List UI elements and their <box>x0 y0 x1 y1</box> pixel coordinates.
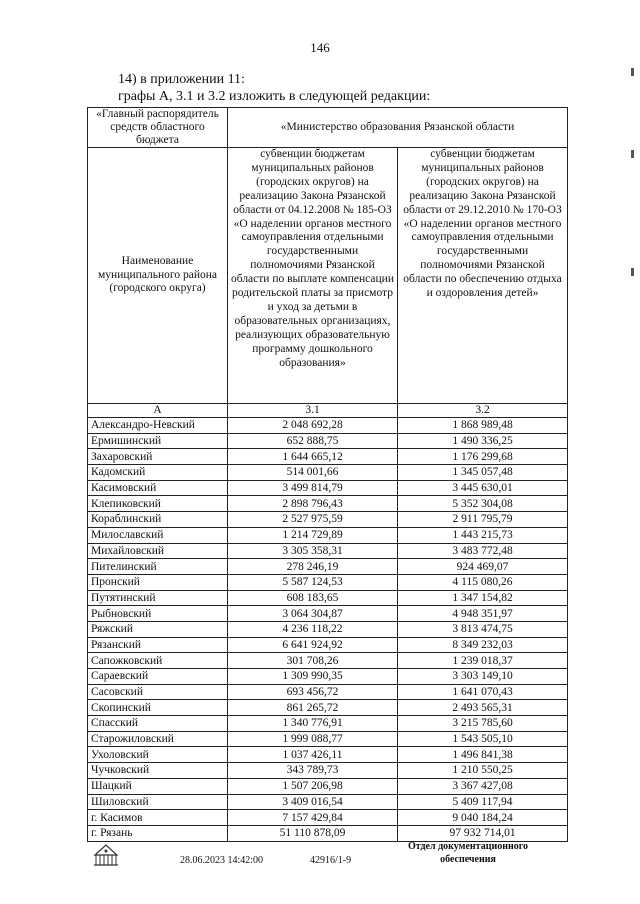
value-3-1: 5 587 124,53 <box>228 574 398 590</box>
value-3-2: 9 040 184,24 <box>398 810 568 826</box>
municipality-name: Чучковский <box>88 763 228 779</box>
column-3-1-description: субвенции бюджетам муниципальных районов (городских округов) на реализацию Закона Рязанской области от 04.12.2008 № 185-ОЗ «О наделении органов местного самоуправления отдельными государственными полномочиями Рязанской области по выплате компенсации родительской платы за присмотр и уход за детьми в образовательных организациях, реализующих образовательную программу дошкольного образования» <box>228 148 398 404</box>
value-3-2: 5 352 304,08 <box>398 496 568 512</box>
value-3-1: 3 409 016,54 <box>228 794 398 810</box>
value-3-1: 1 999 088,77 <box>228 731 398 747</box>
value-3-1: 608 183,65 <box>228 590 398 606</box>
value-3-1: 301 708,26 <box>228 653 398 669</box>
value-3-1: 7 157 429,84 <box>228 810 398 826</box>
table-row <box>88 794 568 810</box>
municipality-name: Старожиловский <box>88 731 228 747</box>
municipality-name: Шиловский <box>88 794 228 810</box>
municipality-name: Кораблинский <box>88 512 228 528</box>
registration-number: 42916/1-9 <box>310 855 352 866</box>
column-code-3-1: 3.1 <box>228 404 398 418</box>
municipality-name: Путятинский <box>88 590 228 606</box>
value-3-1: 4 236 118,22 <box>228 621 398 637</box>
municipality-name: Милославский <box>88 527 228 543</box>
column-code-3-2: 3.2 <box>398 404 568 418</box>
value-3-2: 3 215 785,60 <box>398 716 568 732</box>
value-3-2: 3 483 772,48 <box>398 543 568 559</box>
table-row <box>88 810 568 826</box>
municipality-name: г. Рязань <box>88 825 228 841</box>
margin-mark <box>631 150 634 158</box>
table-row <box>88 433 568 449</box>
table-row <box>88 653 568 669</box>
value-3-2: 1 345 057,48 <box>398 465 568 481</box>
value-3-1: 6 641 924,92 <box>228 637 398 653</box>
value-3-2: 3 303 149,10 <box>398 669 568 685</box>
department-stamp: Отдел документационного обеспечения <box>407 841 529 865</box>
table-row <box>88 747 568 763</box>
municipality-name: Александро-Невский <box>88 418 228 434</box>
municipality-name: Рыбновский <box>88 606 228 622</box>
value-3-2: 1 347 154,82 <box>398 590 568 606</box>
value-3-2: 2 493 565,31 <box>398 700 568 716</box>
municipality-name: Пронский <box>88 574 228 590</box>
table-row <box>88 763 568 779</box>
municipality-name: Сараевский <box>88 669 228 685</box>
table-row <box>88 669 568 685</box>
value-3-1: 1 214 729,89 <box>228 527 398 543</box>
municipality-name: Клепиковский <box>88 496 228 512</box>
table-row <box>88 778 568 794</box>
value-3-1: 3 064 304,87 <box>228 606 398 622</box>
table-row <box>88 825 568 841</box>
registration-date: 28.06.2023 14:42:00 <box>180 855 264 866</box>
value-3-1: 693 456,72 <box>228 684 398 700</box>
value-3-2: 924 469,07 <box>398 559 568 575</box>
value-3-2: 1 496 841,38 <box>398 747 568 763</box>
header-row-administrator <box>88 108 568 148</box>
column-code-row <box>88 404 568 418</box>
table-row <box>88 716 568 732</box>
municipality-name: Пителинский <box>88 559 228 575</box>
table-row <box>88 465 568 481</box>
value-3-1: 2 898 796,43 <box>228 496 398 512</box>
value-3-1: 1 507 206,98 <box>228 778 398 794</box>
intro-line-1: 14) в приложении 11: <box>118 72 245 87</box>
municipality-name: Захаровский <box>88 449 228 465</box>
municipality-name: Рязанский <box>88 637 228 653</box>
value-3-2: 5 409 117,94 <box>398 794 568 810</box>
table-row <box>88 637 568 653</box>
value-3-2: 1 490 336,25 <box>398 433 568 449</box>
value-3-2: 1 210 550,25 <box>398 763 568 779</box>
header-ministry-label: «Министерство образования Рязанской области <box>228 108 568 148</box>
value-3-2: 3 367 427,08 <box>398 778 568 794</box>
value-3-1: 278 246,19 <box>228 559 398 575</box>
municipality-name: Шацкий <box>88 778 228 794</box>
table-row <box>88 574 568 590</box>
table-row <box>88 543 568 559</box>
value-3-2: 97 932 714,01 <box>398 825 568 841</box>
value-3-1: 343 789,73 <box>228 763 398 779</box>
municipality-name: Ухоловский <box>88 747 228 763</box>
value-3-2: 1 543 505,10 <box>398 731 568 747</box>
column-code-a: А <box>88 404 228 418</box>
table-row <box>88 700 568 716</box>
value-3-1: 2 048 692,28 <box>228 418 398 434</box>
table-row <box>88 621 568 637</box>
municipality-name: Ермишинский <box>88 433 228 449</box>
table-row <box>88 590 568 606</box>
municipality-name: Скопинский <box>88 700 228 716</box>
value-3-1: 861 265,72 <box>228 700 398 716</box>
municipality-name: Касимовский <box>88 480 228 496</box>
municipality-column-label: Наименование муниципального района (городского округа) <box>88 148 228 404</box>
table-row <box>88 684 568 700</box>
budget-table <box>87 107 568 842</box>
table-row <box>88 512 568 528</box>
municipality-name: Ряжский <box>88 621 228 637</box>
municipality-name: Сапожковский <box>88 653 228 669</box>
value-3-2: 4 115 080,26 <box>398 574 568 590</box>
page-number: 146 <box>310 40 330 55</box>
municipality-name: Сасовский <box>88 684 228 700</box>
value-3-2: 1 239 018,37 <box>398 653 568 669</box>
table-row <box>88 449 568 465</box>
header-administrator-label: «Главный распорядитель средств областного бюджета <box>88 108 228 148</box>
value-3-2: 3 813 474,75 <box>398 621 568 637</box>
margin-mark <box>631 268 634 276</box>
table-row <box>88 480 568 496</box>
value-3-1: 1 340 776,91 <box>228 716 398 732</box>
value-3-1: 51 110 878,09 <box>228 825 398 841</box>
municipality-name: Кадомский <box>88 465 228 481</box>
header-row-descriptions <box>88 148 568 404</box>
value-3-1: 3 499 814,79 <box>228 480 398 496</box>
value-3-1: 3 305 358,31 <box>228 543 398 559</box>
table-row <box>88 496 568 512</box>
value-3-2: 1 176 299,68 <box>398 449 568 465</box>
municipality-name: Спасский <box>88 716 228 732</box>
value-3-1: 1 037 426,11 <box>228 747 398 763</box>
margin-mark <box>631 68 634 76</box>
value-3-2: 1 641 070,43 <box>398 684 568 700</box>
value-3-2: 1 443 215,73 <box>398 527 568 543</box>
value-3-1: 1 644 665,12 <box>228 449 398 465</box>
value-3-1: 652 888,75 <box>228 433 398 449</box>
table-row <box>88 418 568 434</box>
intro-line-2: графы А, 3.1 и 3.2 изложить в следующей редакции: <box>118 89 431 104</box>
emblem-logo-icon <box>91 841 121 867</box>
value-3-2: 8 349 232,03 <box>398 637 568 653</box>
table-row <box>88 527 568 543</box>
value-3-1: 514 001,66 <box>228 465 398 481</box>
table-row <box>88 731 568 747</box>
table-row <box>88 606 568 622</box>
value-3-2: 3 445 630,01 <box>398 480 568 496</box>
value-3-1: 2 527 975,59 <box>228 512 398 528</box>
column-3-2-description <box>398 148 568 404</box>
value-3-2: 2 911 795,79 <box>398 512 568 528</box>
value-3-2: 1 868 989,48 <box>398 418 568 434</box>
value-3-2: 4 948 351,97 <box>398 606 568 622</box>
table-row <box>88 559 568 575</box>
municipality-name: г. Касимов <box>88 810 228 826</box>
value-3-1: 1 309 990,35 <box>228 669 398 685</box>
municipality-name: Михайловский <box>88 543 228 559</box>
column-3-2-description-text: субвенции бюджетам муниципальных районов (городских округов) на реализацию Закона Рязанской области от 29.12.2010 № 170-ОЗ «О наделении органов местного самоуправления отдельными государственными полномочиями Рязанской области по обеспечению отдыха и оздоровления детей» <box>403 148 562 300</box>
